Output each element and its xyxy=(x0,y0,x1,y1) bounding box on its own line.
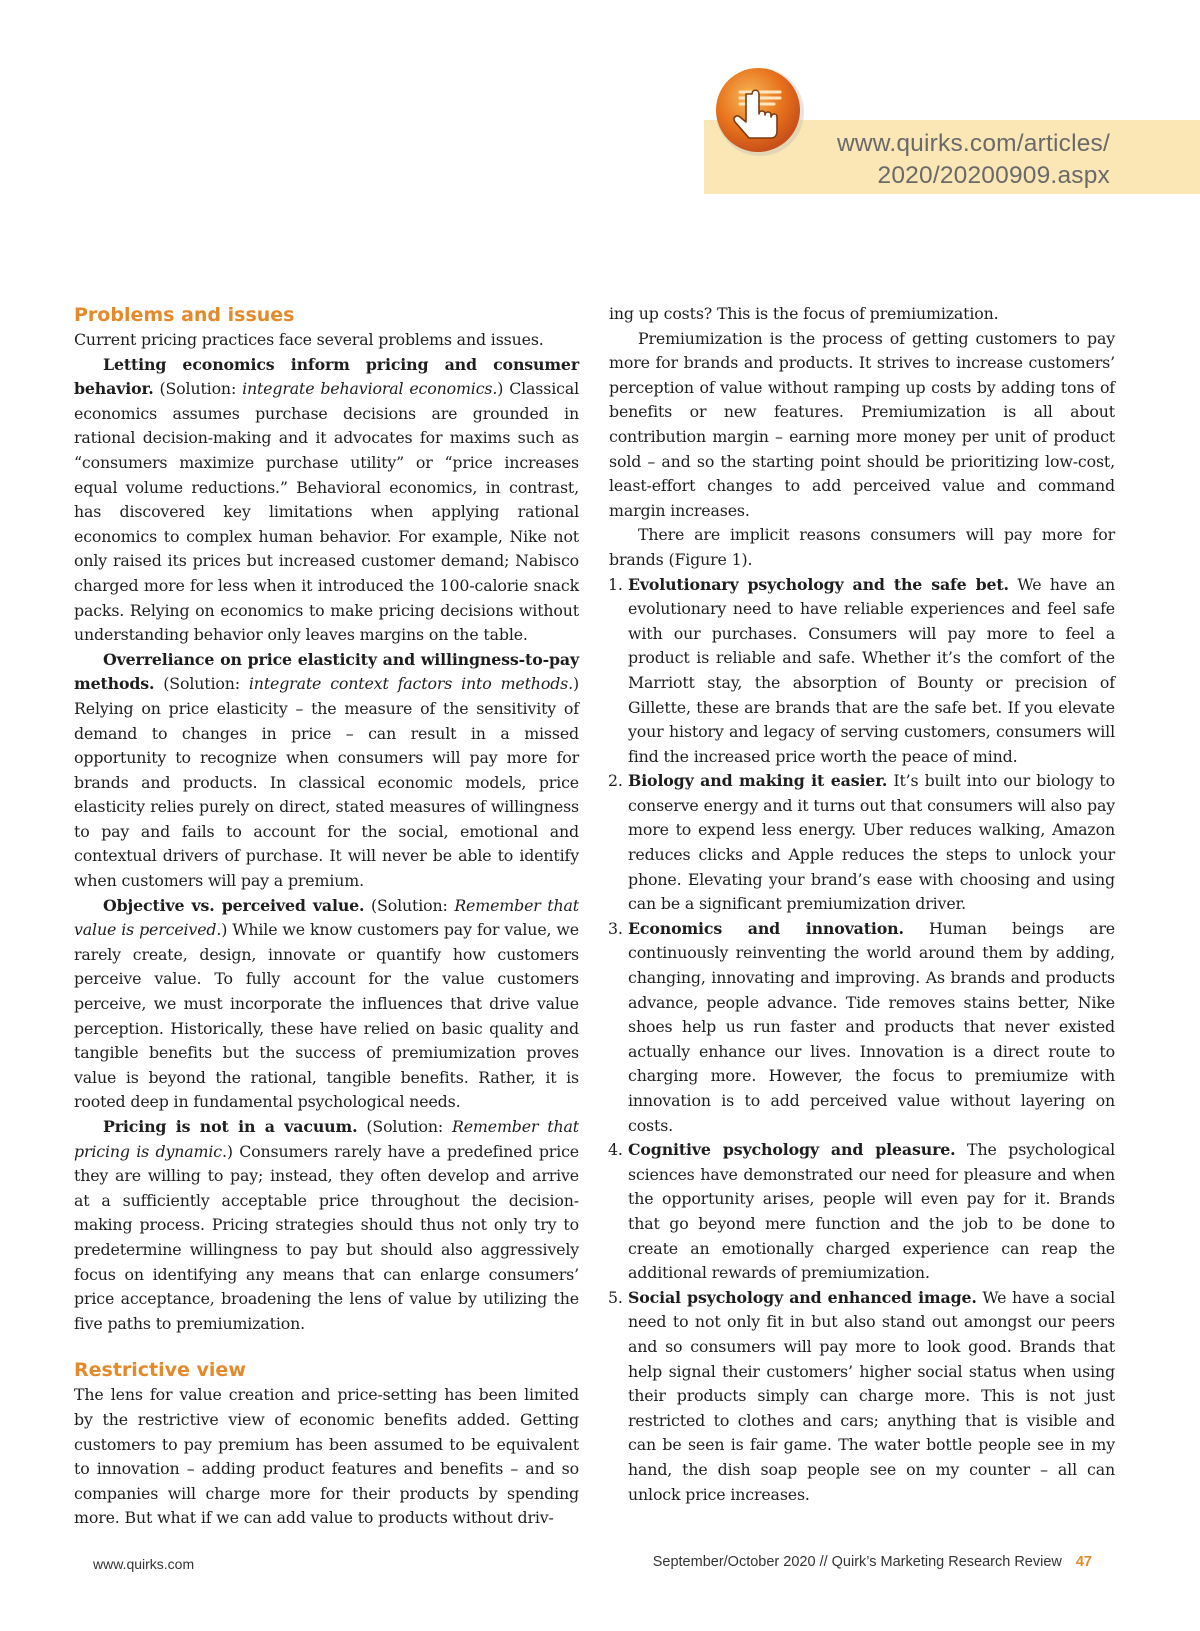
paragraph-economics xyxy=(74,353,579,648)
list-item xyxy=(609,1286,1115,1507)
list-item-text: It’s built into our biology to conserve energy and it turns out that consumers will also pay more to expend less energy. Uber reduces walking, Amazon reduces clicks and Apple reduces the steps to unlock your phone. Elevating your brand’s ease with choosing and using can be a significant premiumization driver. xyxy=(628,771,1115,914)
list-number: 1. xyxy=(608,574,623,594)
paragraph-body: ) Relying on price elasticity – the measure of the sensitivity of demand to changes in price – can result in a missed opportunity to recognize when consumers will pay more for brands and products. In classical economic models, price elasticity relies purely on direct, stated measures of willingness to pay and fails to account for the social, emotional and contextual drivers of purchase. It will never be able to identify when customers will pay a premium. xyxy=(74,674,579,891)
run-in-heading: Letting economics inform pricing and consumer behavior. xyxy=(74,354,579,399)
list-item-title: Evolutionary psychology and the safe bet. xyxy=(628,574,1009,594)
paragraph-vacuum xyxy=(74,1115,579,1336)
premiumization-paths-list xyxy=(609,573,1115,1508)
paragraph-continued: ing up costs? This is the focus of premiumization. xyxy=(609,304,999,323)
list-item-title: Biology and making it easier. xyxy=(628,771,888,791)
footer-website[interactable]: www.quirks.com xyxy=(93,1556,195,1572)
section-heading-problems: Problems and issues xyxy=(74,304,295,326)
paragraph-implicit-reasons: There are implicit reasons consumers will pay more for brands (Figure 1). xyxy=(609,525,1115,569)
list-number: 5. xyxy=(608,1287,623,1307)
solution-prefix: (Solution: xyxy=(154,674,249,694)
solution-text: Remember that value is perceived xyxy=(74,895,579,940)
paragraph-restrictive: The lens for value creation and price-setting has been limited by the restrictive view of economic benefits added. Getting customers to pay premium has been assumed to be equivalent to innovation – adding product features and benefits – and so companies will charge more for their products by spending more. But what if we can add value to products without driv- xyxy=(74,1385,579,1528)
page-number: 47 xyxy=(1075,1554,1092,1570)
hand-pointer-icon xyxy=(712,64,808,160)
paragraph-premiumization: Premiumization is the process of getting customers to pay more for brands and products. It strives to increase customers’ perception of value without ramping up costs by adding tons of benefits or new features. Premiumization is all about contribution margin – earning more money per unit of product sold – and so the starting point should be prioritizing low-cost, least-effort changes to add perceived value and command margin increases. xyxy=(609,328,1115,520)
list-item-title: Social psychology and enhanced image. xyxy=(628,1287,977,1307)
list-item-text: The psychological sciences have demonstrated our need for pleasure and when the opportunity arises, people will even pay for it. Brands that go beyond mere function and the job to be done to create an emotionally charged experience can reap the additional rewards of premiumization. xyxy=(628,1140,1115,1283)
solution-prefix: (Solution: xyxy=(153,379,243,399)
list-number: 3. xyxy=(608,918,623,938)
solution-text: integrate behavioral economics. xyxy=(242,379,498,399)
paragraph-body: ) Classical economics assumes purchase decisions are grounded in rational decision-making and it advocates for maxims such as “consumers maximize purchase utility” or “price increases equal volume reductions.” Behavioral economics, in contrast, has discovered key limitations when applying rational economics to complex human behavior. For example, Nike not only raised its prices but increased customer demand; Nabisco charged more for less when it introduced the 100-calorie snack packs. Relying on economics to make pricing decisions without understanding behavior only leaves margins on the table. xyxy=(74,379,579,645)
article-url-line2: 2020/20200909.aspx xyxy=(877,162,1110,189)
list-item xyxy=(609,1138,1115,1286)
footer-issue: September/October 2020 // Quirk’s Marketing Research Review xyxy=(652,1554,1062,1570)
list-item-title: Economics and innovation. xyxy=(628,918,904,938)
paragraph-perceived-value xyxy=(74,894,579,1115)
list-item-text: We have an evolutionary need to have reliable experiences and feel safe with our purchases. Consumers will pay more to feel a product is reliable and safe. Whether it’s the comfort of the Marriott stay, the absorption of Bounty or precision of Gillette, these are brands that are the safe bet. If you elevate your history and legacy of serving customers, consumers will find the increased price worth the peace of mind. xyxy=(628,574,1115,766)
list-number: 2. xyxy=(608,771,623,791)
list-item-title: Cognitive psychology and pleasure. xyxy=(628,1140,956,1160)
solution-text: integrate context factors into methods. xyxy=(248,674,573,694)
list-item xyxy=(609,573,1115,770)
list-item xyxy=(609,917,1115,1138)
run-in-heading: Pricing is not in a vacuum. xyxy=(103,1117,358,1136)
solution-prefix: (Solution: xyxy=(357,1117,452,1136)
list-item xyxy=(609,769,1115,917)
left-column xyxy=(74,302,579,1531)
article-url[interactable] xyxy=(837,128,1110,192)
article-url-line1: www.quirks.com/articles/ xyxy=(837,130,1110,157)
list-number: 4. xyxy=(608,1140,623,1160)
solution-text: Remember that pricing is dynamic xyxy=(74,1117,579,1161)
section-gap xyxy=(74,1336,579,1357)
right-column xyxy=(609,302,1115,1507)
footer-publication xyxy=(653,1554,1092,1570)
list-item-text: Human beings are continuously reinventing the world around them by adding, changing, innovating and improving. As brands and products advance, people advance. Tide removes stains better, Nike shoes help us run faster and products that never existed actually enhance our lives. Innovation is a direct route to charging more. However, the focus to premiumize with innovation is to add perceived value without layering on costs. xyxy=(628,918,1116,1135)
solution-prefix: (Solution: xyxy=(364,895,455,915)
paragraph-problems-intro: Current pricing practices face several problems and issues. xyxy=(74,330,544,349)
run-in-heading: Overreliance on price elasticity and willingness-to-pay methods. xyxy=(74,649,579,694)
paragraph-body: .) While we know customers pay for value, we rarely create, design, innovate or quantify how customers perceive value. To fully account for the value customers perceive, we must incorporate the influences that drive value perception. Historically, these have relied on basic quality and tangible benefits but the success of premiumization proves value is beyond the rational, tangible benefits. Rather, it is rooted deep in fundamental psychological needs. xyxy=(74,920,579,1112)
paragraph-body: .) Consumers rarely have a predefined price they are willing to pay; instead, they often develop and arrive at a sufficiently acceptable price throughout the decision-making process. Pricing strategies should thus not only try to predetermine willingness to pay but should also aggressively focus on identifying any means that can enlarge consumers’ price acceptance, broadening the lens of value by utilizing the five paths to premiumization. xyxy=(74,1141,579,1333)
run-in-heading: Objective vs. perceived value. xyxy=(103,895,365,915)
list-item-text: We have a social need to not only fit in but also stand out amongst our peers and so consumers will pay more to look good. Brands that help signal their customers’ higher social status when using their products simply can charge more. This is not just restricted to clothes and cars; anything that is visible and can be seen is fair game. The water bottle people see in my hand, the dish soap people see on my counter – all can unlock price increases. xyxy=(628,1287,1115,1504)
section-heading-restrictive: Restrictive view xyxy=(74,1359,246,1382)
paragraph-elasticity xyxy=(74,648,579,894)
